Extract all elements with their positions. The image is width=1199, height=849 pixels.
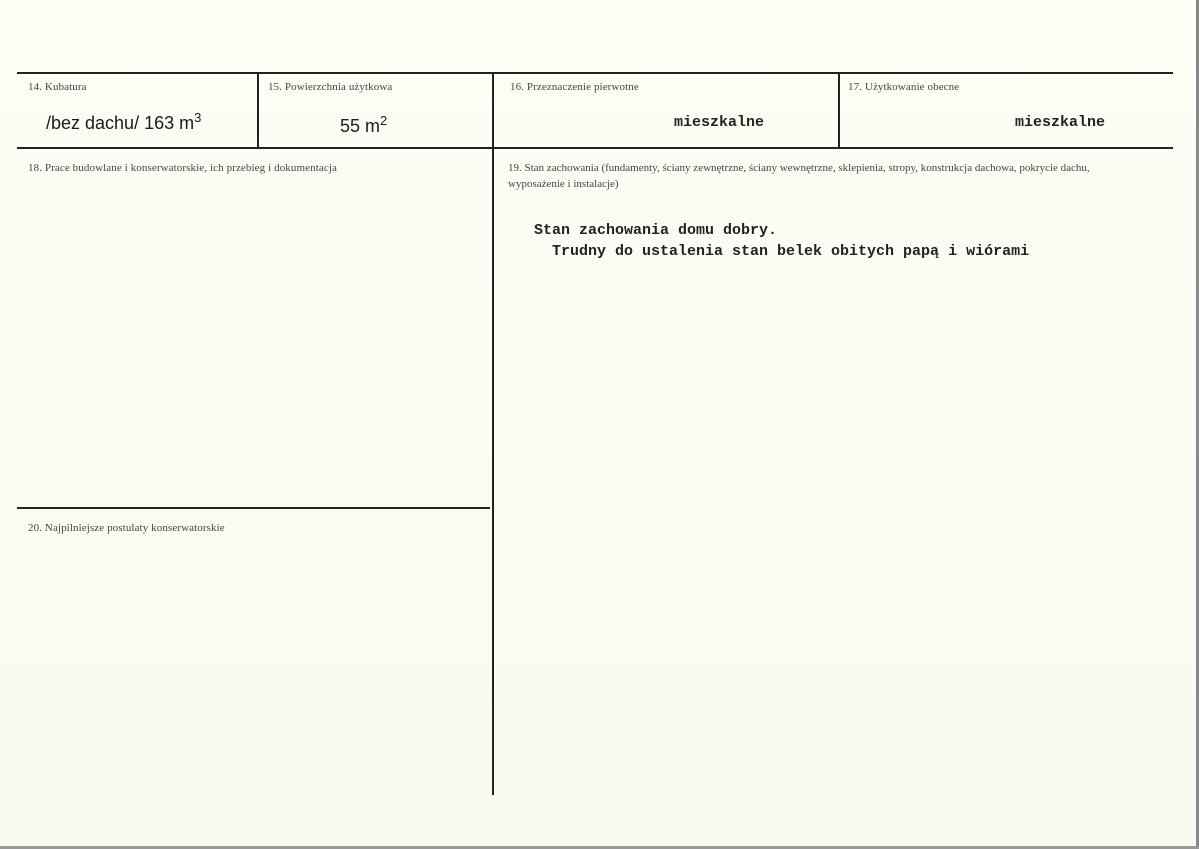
field-16-value: mieszkalne (674, 114, 765, 131)
top-rule (17, 72, 1173, 74)
field-15-value-text: 55 m (340, 116, 381, 136)
field-15-label: 15. Powierzchnia użytkowa (268, 81, 393, 93)
field-16-label: 16. Przeznaczenie pierwotne (510, 81, 639, 93)
field-17-value: mieszkalne (1015, 114, 1106, 131)
field-14-label: 14. Kubatura (28, 81, 87, 93)
divider-14-15 (257, 73, 259, 148)
field-15-value (340, 113, 387, 137)
field-18-label: 18. Prace budowlane i konserwatorskie, ich przebieg i dokumentacja (28, 162, 337, 174)
section18-bottom-rule (17, 507, 490, 509)
field-17-label: 17. Użytkowanie obecne (848, 81, 960, 93)
field-19-line-1: Stan zachowania domu dobry. (534, 222, 778, 239)
divider-15-16 (492, 73, 494, 795)
field-15-exponent: 2 (380, 113, 388, 128)
field-14-exponent: 3 (194, 110, 202, 125)
divider-16-17 (838, 73, 840, 148)
row1-bottom-rule (17, 147, 1173, 149)
field-20-label: 20. Najpilniejsze postulaty konserwatorskie (28, 522, 225, 534)
field-19-line-2: Trudny do ustalenia stan belek obitych papą i wiórami (552, 243, 1030, 260)
field-19-label: 19. Stan zachowania (fundamenty, ściany zewnętrzne, ściany wewnętrzne, sklepienia, stropy, konstrukcja dachowa, pokrycie dachu, wyposażenie i instalacje) (508, 162, 1090, 190)
field-14-value (46, 110, 201, 134)
field-14-value-text: /bez dachu/ 163 m (46, 113, 195, 133)
